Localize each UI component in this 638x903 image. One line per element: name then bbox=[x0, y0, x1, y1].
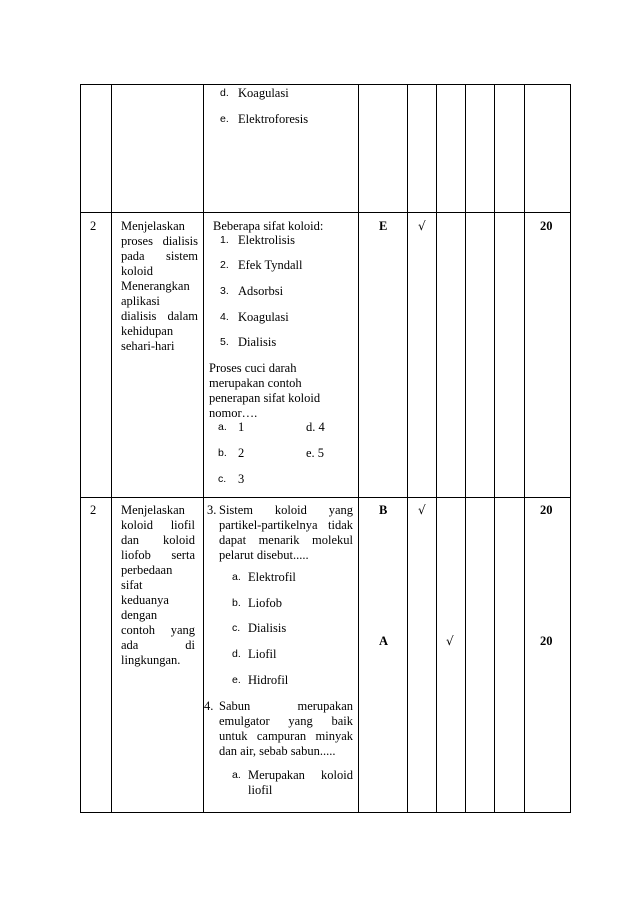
list-text: Dialisis bbox=[238, 335, 277, 349]
choice-text: Elektrofil bbox=[248, 570, 296, 584]
choice-text: Dialisis bbox=[248, 621, 287, 635]
col-line-0 bbox=[80, 84, 81, 813]
list-text: Elektrolisis bbox=[238, 233, 295, 247]
question-line: dapat menarik molekul bbox=[219, 533, 353, 547]
choice-label: c. bbox=[218, 473, 227, 485]
list-text: Efek Tyndall bbox=[238, 258, 303, 272]
question-line: emulgator yang baik bbox=[219, 714, 353, 728]
table-border-top bbox=[80, 84, 570, 85]
question-line: merupakan contoh bbox=[209, 376, 302, 390]
indicator-line: Menjelaskan bbox=[121, 503, 185, 517]
question-line: dan air, sebab sabun..... bbox=[219, 744, 336, 758]
col-line-7 bbox=[494, 84, 495, 813]
col-line-9 bbox=[570, 84, 571, 813]
indicator-line: keduanya bbox=[121, 593, 169, 607]
row2-q4-check-mark: √ bbox=[446, 634, 454, 648]
indicator-line: sehari-hari bbox=[121, 339, 175, 353]
option-text: Koagulasi bbox=[238, 86, 289, 100]
option-text: Elektroforesis bbox=[238, 112, 309, 126]
row-divider-2 bbox=[80, 497, 570, 498]
question-line: penerapan sifat koloid bbox=[209, 391, 321, 405]
choice-text: Merupakan koloid bbox=[248, 768, 353, 782]
list-text: Koagulasi bbox=[238, 310, 289, 324]
choice-label: e. bbox=[232, 674, 241, 686]
indicator-line: contoh yang bbox=[121, 623, 195, 637]
row2-number: 2 bbox=[90, 503, 97, 517]
col-line-1 bbox=[111, 84, 112, 813]
list-label: 1. bbox=[220, 234, 229, 246]
indicator-line: perbedaan bbox=[121, 563, 173, 577]
question-line: partikel-partikelnya tidak bbox=[219, 518, 353, 532]
option-label: e. bbox=[220, 113, 229, 125]
indicator-line: pada sistem bbox=[121, 249, 198, 263]
col-line-6 bbox=[465, 84, 466, 813]
choice-label: a. bbox=[218, 421, 227, 433]
col-line-4 bbox=[407, 84, 408, 813]
question-line: Sistem koloid yang bbox=[219, 503, 353, 517]
row1-score: 20 bbox=[540, 219, 553, 233]
list-label: 4. bbox=[220, 311, 229, 323]
indicator-line: dialisis dalam bbox=[121, 309, 198, 323]
choice-text: 2 bbox=[238, 446, 245, 460]
choice-text: 3 bbox=[238, 472, 245, 486]
question-number: 4. bbox=[204, 699, 214, 713]
choice-text: 1 bbox=[238, 420, 245, 434]
indicator-line: Menjelaskan bbox=[121, 219, 185, 233]
indicator-line: koloid bbox=[121, 264, 153, 278]
choice-text: liofil bbox=[248, 783, 273, 797]
choice-text: Liofil bbox=[248, 647, 277, 661]
table-border-bottom bbox=[80, 812, 570, 813]
choice-label: a. bbox=[232, 769, 241, 781]
choice-text: Liofob bbox=[248, 596, 283, 610]
indicator-line: lingkungan. bbox=[121, 653, 181, 667]
list-label: 2. bbox=[220, 259, 229, 271]
choice-label: b. bbox=[232, 597, 241, 609]
row2-q3-answer-key: B bbox=[379, 503, 388, 517]
choice-label: c. bbox=[232, 622, 241, 634]
indicator-line: Menerangkan bbox=[121, 279, 190, 293]
list-label: 3. bbox=[220, 285, 229, 297]
col-line-3 bbox=[358, 84, 359, 813]
question-line: untuk campuran minyak bbox=[219, 729, 353, 743]
row-divider-1 bbox=[80, 212, 570, 213]
choice-text: Hidrofil bbox=[248, 673, 289, 687]
indicator-line: proses dialisis bbox=[121, 234, 198, 248]
question-number: 3. bbox=[207, 503, 217, 517]
row1-check-mark: √ bbox=[418, 219, 426, 233]
option-label: d. bbox=[220, 87, 229, 99]
choice-text-right: d. 4 bbox=[306, 420, 325, 434]
indicator-line: dengan bbox=[121, 608, 158, 622]
row2-q4-score: 20 bbox=[540, 634, 553, 648]
choice-label: d. bbox=[232, 648, 241, 660]
row2-q3-check-mark: √ bbox=[418, 503, 426, 517]
row2-q4-answer-key: A bbox=[379, 634, 389, 648]
col-line-8 bbox=[524, 84, 525, 813]
question-line: Sabun merupakan bbox=[219, 699, 353, 713]
question-line: pelarut disebut..... bbox=[219, 548, 309, 562]
choice-text-right: e. 5 bbox=[306, 446, 325, 460]
row1-answer-key: E bbox=[379, 219, 388, 233]
choice-label: b. bbox=[218, 447, 227, 459]
indicator-line: dan koloid bbox=[121, 533, 195, 547]
indicator-line: aplikasi bbox=[121, 294, 160, 308]
row1-question-intro: Beberapa sifat koloid: bbox=[213, 219, 324, 233]
list-label: 5. bbox=[220, 336, 229, 348]
indicator-line: sifat bbox=[121, 578, 143, 592]
col-line-5 bbox=[436, 84, 437, 813]
indicator-line: ada di bbox=[121, 638, 195, 652]
indicator-line: koloid liofil bbox=[121, 518, 195, 532]
question-line: Proses cuci darah bbox=[209, 361, 297, 375]
question-line: nomor…. bbox=[209, 406, 258, 420]
choice-label: a. bbox=[232, 571, 241, 583]
list-text: Adsorbsi bbox=[238, 284, 284, 298]
indicator-line: kehidupan bbox=[121, 324, 174, 338]
indicator-line: liofob serta bbox=[121, 548, 195, 562]
row2-q3-score: 20 bbox=[540, 503, 553, 517]
row1-number: 2 bbox=[90, 219, 97, 233]
